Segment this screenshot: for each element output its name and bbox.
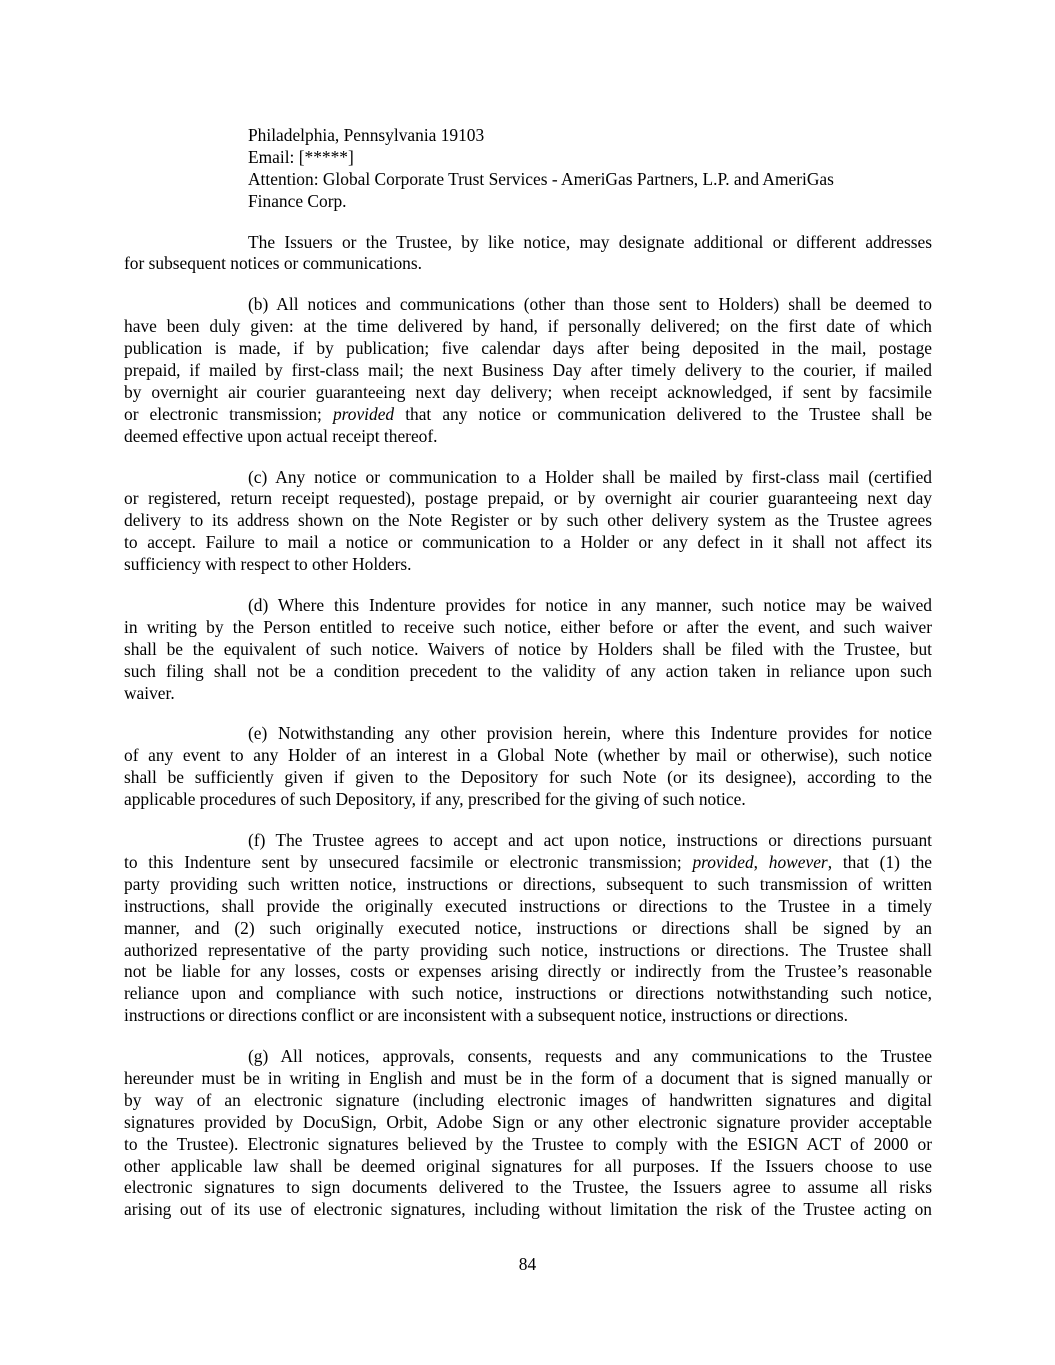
text-line: (d) Where this Indenture provides for notice in any manner, such notice may be waived: [248, 595, 932, 616]
text-segment: ,: [753, 851, 769, 872]
text-line: have been duly given: at the time delivered by hand, if personally delivered; on the first date of which: [124, 316, 932, 337]
text-line: shall be the equivalent of such notice. Waivers of notice by Holders shall be filed with the Trustee, but: [124, 638, 932, 659]
paragraph: [124, 467, 932, 576]
text-line: electronic signatures to sign documents delivered to the Trustee, the Issuers agree to assume all risks: [124, 1177, 932, 1198]
text-line: The Issuers or the Trustee, by like notice, may designate additional or different addresses: [248, 231, 932, 252]
page-number: 84: [518, 1254, 537, 1274]
text-line: (b) All notices and communications (other than those sent to Holders) shall be deemed to: [248, 294, 932, 315]
italic-text: provided: [692, 851, 754, 872]
text-line: applicable procedures of such Depository, if any, prescribed for the giving of such notice.: [124, 789, 746, 810]
italic-text: however: [768, 851, 828, 872]
text-line: (e) Notwithstanding any other provision herein, where this Indenture provides for notice: [248, 723, 932, 744]
text-line: by overnight air courier guaranteeing next day delivery; when receipt acknowledged, if sent by facsimile: [124, 381, 932, 402]
paragraph: [124, 294, 932, 447]
text-line: sufficiency with respect to other Holders.: [124, 554, 412, 575]
text-line: other applicable law shall be deemed original signatures for all purposes. If the Issuers choose to use: [124, 1155, 932, 1176]
address-line: Email: [*****]: [248, 146, 354, 167]
address-block: [248, 125, 932, 213]
text-line: for subsequent notices or communications.: [124, 253, 422, 274]
text-line: shall be sufficiently given if given to the Depository for such Note (or its designee), according to the: [124, 767, 932, 788]
text-segment: or electronic transmission;: [124, 403, 333, 424]
text-line: delivery to its address shown on the Note Register or by such other delivery system as the Trustee agrees: [124, 510, 932, 531]
text-line: waiver.: [124, 682, 175, 703]
italic-text: provided: [332, 403, 395, 424]
text-segment: , that (1) the: [827, 851, 932, 872]
text-line: not be liable for any losses, costs or expenses arising directly or indirectly from the Trustee’s reasonable: [124, 961, 932, 982]
address-line: Philadelphia, Pennsylvania 19103: [248, 125, 485, 145]
text-line: by way of an electronic signature (including electronic images of handwritten signatures and digital: [124, 1089, 932, 1110]
text-line: instructions or directions conflict or are inconsistent with a subsequent notice, instructions or directions.: [124, 1005, 848, 1026]
text-line: hereunder must be in writing in English and must be in the form of a document that is signed manually or: [124, 1067, 932, 1088]
paragraph: [124, 1046, 932, 1221]
text-line: in writing by the Person entitled to receive such notice, either before or after the event, and such waiver: [124, 616, 932, 637]
address-line: Attention: Global Corporate Trust Services - AmeriGas Partners, L.P. and AmeriGas: [248, 168, 834, 189]
text-line: authorized representative of the party providing such notice, instructions or directions. The Trustee shall: [124, 939, 932, 960]
text-line: party providing such written notice, instructions or directions, subsequent to such transmission of written: [124, 873, 932, 894]
text-line: deemed effective upon actual receipt thereof.: [124, 425, 438, 446]
text-segment: to this Indenture sent by unsecured facsimile or electronic transmission;: [124, 851, 693, 872]
text-line: instructions, shall provide the originally executed instructions or directions to the Trustee in a timely: [124, 895, 932, 916]
address-line: Finance Corp.: [248, 190, 347, 211]
document-page: [124, 125, 932, 1221]
text-line: arising out of its use of electronic signatures, including without limitation the risk of the Trustee acting on: [124, 1199, 932, 1220]
text-line: to the Trustee). Electronic signatures believed by the Trustee to comply with the ESIGN ACT of 2000 or: [124, 1133, 932, 1154]
text-line: or registered, return receipt requested), postage prepaid, or by overnight air courier guaranteeing next day: [124, 488, 932, 509]
text-line: publication is made, if by publication; five calendar days after being deposited in the mail, postage: [124, 338, 932, 359]
text-line: of any event to any Holder of an interest in a Global Note (whether by mail or otherwise), such notice: [124, 745, 932, 766]
text-line: [124, 852, 932, 874]
paragraph: [124, 830, 932, 1027]
text-line: to accept. Failure to mail a notice or communication to a Holder or any defect in it shall not affect its: [124, 532, 932, 553]
text-line: signatures provided by DocuSign, Orbit, Adobe Sign or any other electronic signature provider acceptable: [124, 1111, 932, 1132]
text-line: (f) The Trustee agrees to accept and act upon notice, instructions or directions pursuant: [248, 830, 932, 851]
text-line: reliance upon and compliance with such notice, instructions or directions notwithstanding such notice,: [124, 983, 932, 1004]
paragraph: [124, 595, 932, 704]
text-line: [124, 404, 932, 426]
text-line: such filing shall not be a condition precedent to the validity of any action taken in reliance upon such: [124, 660, 932, 681]
text-line: (g) All notices, approvals, consents, requests and any communications to the Trustee: [248, 1046, 932, 1067]
text-line: (c) Any notice or communication to a Holder shall be mailed by first-class mail (certified: [248, 466, 932, 487]
body-paragraphs: [124, 232, 932, 1222]
paragraph: [124, 232, 932, 276]
paragraph: [124, 723, 932, 811]
text-segment: that any notice or communication delivered to the Trustee shall be: [394, 403, 932, 424]
text-line: prepaid, if mailed by first-class mail; the next Business Day after timely delivery to the courier, if mailed: [124, 360, 932, 381]
text-line: manner, and (2) such originally executed notice, instructions or directions shall be signed by an: [124, 917, 932, 938]
